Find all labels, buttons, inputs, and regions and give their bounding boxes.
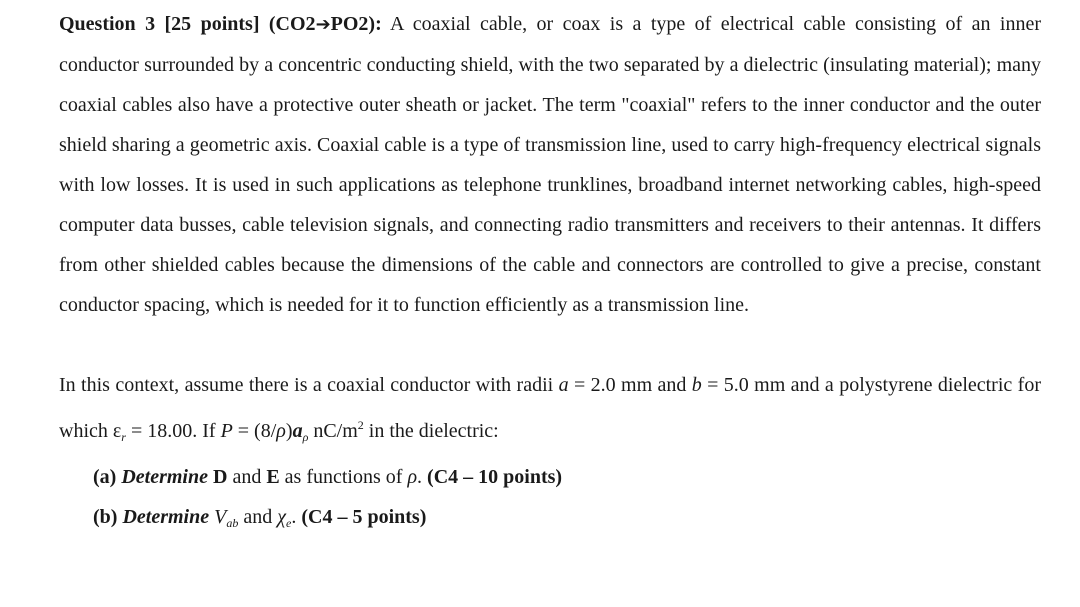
context-paragraph: In this context, assume there is a coaxial conductor with radii a = 2.0 mm and b = 5.0 mm and a polystyrene dielectric for which $\varepsilon_r = 18.00$. If $P = (8/\rho)a_\rho$ $nC/m^2$ in the dielectric: xyxy=(59,374,1041,444)
question-intro-paragraph xyxy=(59,4,1041,325)
part-a-points: (C4 – 10 points) xyxy=(427,466,563,488)
unit-vector-a: a xyxy=(292,420,303,442)
part-b: (b) Determine $V_{ab}$ and $\chi_e$. (C4 – 5 points) xyxy=(93,506,427,530)
intro-text: A coaxial cable, or coax is a type of electrical cable consisting of an inner conductor surrounded by a concentric conducting shield, with the two separated by a dielectric (insulating material); many coaxial cables also have a protective outer sheath or jacket. The term "coaxial" refers to the inner conductor and the outer shield sharing a geometric axis. Coaxial cable is a type of transmission line, used to carry high-frequency electrical signals with low losses. It is used in such applications as telephone trunklines, broadband internet networking cables, high-speed computer data busses, cable television signals, and connecting radio transmitters and receivers to their antennas. It differs from other shielded cables because the dimensions of the cable and connectors are controlled to give a precise, constant conductor spacing, which is needed for it to function efficiently as a transmission line. xyxy=(59,13,1042,316)
radius-a-symbol: a xyxy=(558,374,569,396)
radius-b-symbol: b xyxy=(691,374,702,396)
polarization-symbol: P xyxy=(220,420,233,442)
question-label: Question 3 [25 points] (CO2➔PO2): xyxy=(59,13,382,35)
part-b-points: (C4 – 5 points) xyxy=(301,506,427,528)
part-a: (a) Determine D and E as functions of ρ. (C4 – 10 points) xyxy=(93,466,563,488)
question-document xyxy=(59,4,1041,543)
arrow-icon: ➔ xyxy=(315,14,331,35)
